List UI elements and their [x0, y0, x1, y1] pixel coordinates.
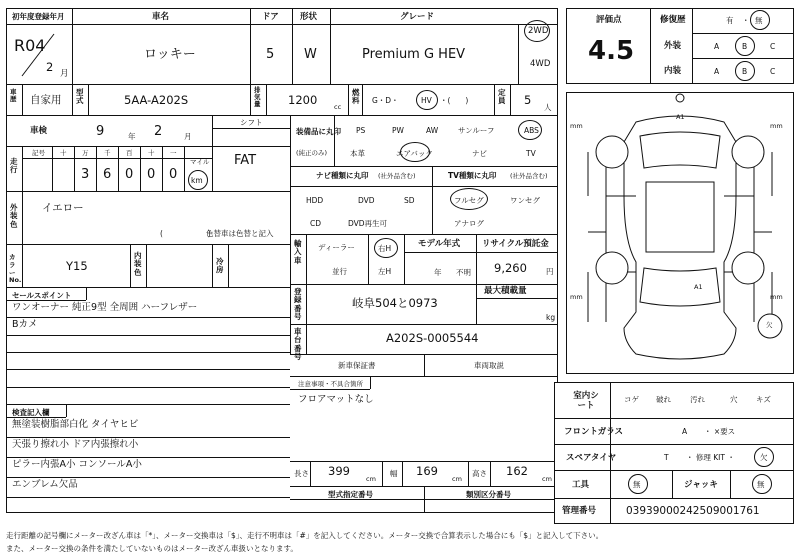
equipment-option: エアバック [396, 149, 433, 158]
shape: W [304, 47, 317, 62]
divider [6, 497, 290, 498]
mm-label: mm [770, 122, 783, 130]
equipment-option: サンルーフ [458, 126, 495, 135]
mm-label: mm [570, 293, 583, 301]
divider [52, 146, 53, 191]
width: 169 [416, 464, 438, 478]
divider [672, 470, 673, 498]
mm-label: mm [770, 293, 783, 301]
model: 5AA-A202S [124, 93, 189, 107]
glass-x: ・ ×要ス [704, 427, 736, 436]
mileage-digit: 0 [125, 167, 134, 182]
divider [22, 84, 23, 115]
jack-value: 無 [757, 480, 765, 489]
grade: Premium G HEV [362, 47, 466, 62]
spare-kit: ・ 修理 KIT ・ [686, 453, 735, 462]
mileage-digit: 6 [103, 167, 112, 182]
divider [494, 84, 495, 115]
tv-oneseg: ワンセグ [510, 196, 540, 205]
displacement: 1200 [288, 93, 318, 107]
equipment-label: 装備品に丸印 [296, 127, 341, 136]
shift: FAT [234, 153, 257, 168]
int-c: C [770, 67, 776, 76]
recycle-unit: 円 [546, 267, 554, 276]
mileage-unit-label: 万 [82, 149, 89, 157]
reg-label: 登録番号 [294, 287, 302, 321]
divider [146, 244, 147, 287]
divider [212, 244, 213, 287]
divider [650, 8, 651, 84]
inspection-month-unit: 月 [184, 132, 192, 141]
fuel-hv: HV [421, 96, 432, 105]
capacity-label: 定員 [498, 88, 506, 106]
door-label: ドア [262, 12, 279, 22]
divider [692, 58, 794, 59]
equipment-sub: (純正のみ) [296, 149, 328, 157]
repair-label: 修復歴 [660, 15, 686, 25]
equipment-option: AW [426, 126, 439, 135]
glass-a: A [682, 427, 688, 436]
fuel-options: G・D・ [372, 96, 399, 105]
use-label: 車歴 [10, 88, 17, 104]
divider [476, 298, 558, 299]
divider [6, 387, 290, 388]
use: 自家用 [30, 94, 62, 106]
divider [382, 461, 383, 486]
score-label: 評価点 [596, 15, 622, 25]
divider [490, 461, 491, 486]
navi-sub: (社外品含む) [378, 172, 416, 180]
divider [362, 84, 363, 115]
divider [554, 498, 794, 499]
drive-2wd: 2WD [528, 26, 549, 36]
divider [554, 418, 794, 419]
divider [74, 146, 75, 191]
navi-dvd: DVD [358, 196, 375, 205]
month-unit: 月 [60, 69, 69, 79]
manage-value: 03939000242509001761 [626, 505, 760, 517]
mileage-digit: 0 [147, 167, 156, 182]
divider [476, 284, 477, 324]
mile-unit: マイル [190, 158, 210, 166]
text-line: Bカメ [12, 319, 38, 331]
tv-sub: (社外品含む) [510, 172, 548, 180]
int-label: 内装 [664, 66, 682, 76]
divider [96, 146, 97, 191]
divider [22, 244, 23, 287]
divider [250, 8, 251, 84]
import-label: 輸入車 [294, 239, 302, 265]
load-unit: kg [546, 313, 556, 322]
shape-label: 形状 [300, 12, 318, 22]
divider [402, 461, 403, 486]
model-year-unit: 年 [434, 268, 442, 277]
tools-label: 工具 [572, 480, 590, 490]
divider [306, 284, 307, 354]
equipment-option: PW [392, 126, 404, 135]
tv-label: TV種類に丸印 [448, 171, 497, 180]
divider [6, 300, 86, 301]
divider [404, 252, 558, 253]
fuel-label: 燃料 [352, 88, 360, 106]
color-no: Y15 [66, 259, 88, 273]
divider [250, 84, 251, 115]
equipment-option: PS [356, 126, 366, 135]
recycle-label: リサイクル預託金 [482, 239, 549, 249]
mileage-unit-label: 十 [148, 149, 155, 157]
divider [72, 84, 73, 115]
divider [334, 115, 335, 166]
divider [310, 461, 311, 486]
divider [22, 146, 23, 191]
length-label: 長さ [294, 469, 309, 478]
a1-bottom-label: A1 [694, 283, 703, 291]
divider [6, 191, 290, 192]
shift-label: シフト [240, 118, 263, 127]
divider [266, 84, 267, 115]
ext-c: C [770, 42, 776, 51]
divider [6, 115, 558, 116]
repair-yes: 有 [726, 16, 734, 25]
inspection-year: 9 [96, 124, 105, 139]
divider [518, 24, 519, 84]
exterior-note-paren: ( ) [160, 229, 211, 238]
tv-analog: アナログ [454, 219, 484, 228]
ext-label: 外装 [664, 41, 682, 51]
reg-value: 岐阜504と0973 [352, 296, 438, 310]
divider [368, 234, 369, 284]
mileage-unit-label: 一 [170, 149, 177, 157]
spare-t: T [664, 453, 669, 462]
divider [554, 470, 794, 471]
seat-label: 室内シート [573, 391, 599, 412]
footer-line1: 走行距離の記号欄にメーター改ざん車は「*」、メーター交換車は「$」、走行不明車は「#」を記入してください。メーター交換で合算表示した場合にも「$」と記入して下さい。 [6, 531, 604, 540]
interior-color-label: 内装色 [134, 251, 142, 277]
divider [290, 186, 558, 187]
inspect-label: 検査記入欄 [12, 408, 50, 417]
mileage-unit-label: 千 [104, 149, 111, 157]
divider [72, 8, 73, 84]
divider [692, 8, 693, 84]
divider [86, 287, 87, 300]
glass-label: フロントガラス [564, 427, 623, 437]
repair-none: 無 [755, 16, 763, 25]
divider [348, 84, 349, 115]
class-no-label: 類別区分番号 [466, 490, 511, 499]
import-left: 左H [378, 267, 392, 276]
mileage-label: 走行 [10, 157, 18, 175]
divider [6, 146, 290, 147]
first-reg-month: 2 [46, 60, 54, 74]
capacity-unit: 人 [544, 103, 552, 112]
equipment-option: ナビ [472, 149, 487, 158]
text-line: 天張り擦れ小 ドア内張擦れ小 [12, 439, 139, 450]
divider [88, 84, 89, 115]
divider [6, 369, 290, 370]
length-unit: cm [366, 475, 376, 483]
navi-sd: SD [404, 196, 415, 205]
seat-tear: 破れ [656, 395, 671, 404]
seat-hole: 穴 [730, 395, 738, 404]
equipment-option: TV [526, 149, 536, 158]
divider [330, 8, 331, 84]
ext-a: A [714, 42, 720, 51]
navi-cd: CD [310, 219, 322, 228]
divider [510, 84, 511, 115]
mileage-digit: 0 [169, 167, 178, 182]
equipment-option: ABS [524, 126, 539, 135]
exterior-label: 外装色 [10, 203, 18, 229]
import-right: 右H [378, 244, 392, 253]
divider [6, 404, 290, 405]
color-no-label: カラーNo. [9, 253, 22, 285]
equipment-option: 本革 [350, 149, 365, 158]
divider [6, 417, 66, 418]
footer-line2: また、メーター交換の条件を満たしていないものはメーター改ざん車扱いとなります。 [6, 544, 298, 553]
model-year-unknown: 不明 [456, 268, 471, 277]
text-line: 無塗装樹脂部白化 タイヤヒビ [12, 419, 139, 430]
text-line: ワンオーナー 純正9型 全周囲 ハーフレザー [12, 302, 198, 313]
divider [6, 317, 290, 318]
navi-hdd: HDD [306, 196, 324, 205]
car-name-label: 車名 [152, 12, 170, 22]
tools-value: 無 [633, 480, 641, 489]
manage-label: 管理番号 [562, 506, 597, 516]
divider [6, 335, 290, 336]
type-no-label: 型式指定番号 [328, 490, 373, 499]
capacity: 5 [524, 93, 532, 107]
grade-label: グレード [400, 12, 435, 22]
height: 162 [506, 464, 528, 478]
divider [730, 470, 731, 498]
divider [6, 477, 290, 478]
displacement-label: 排気量 [254, 86, 261, 109]
spare-label: スペアタイヤ [566, 453, 617, 463]
divider [184, 146, 185, 191]
jack-label: ジャッキ [684, 480, 718, 490]
load-label: 最大積載量 [484, 286, 527, 296]
exterior-note: 色替車は色替と記入 [206, 229, 274, 238]
divider [290, 389, 370, 390]
divider [118, 146, 119, 191]
chassis-label: 車台番号 [294, 327, 302, 361]
inspection-label: 車検 [30, 126, 48, 136]
year-label: 初年度登録年月 [12, 12, 65, 21]
divider [66, 404, 67, 417]
divider [22, 191, 23, 244]
mm-label: mm [570, 122, 583, 130]
mark-label: 記号 [32, 149, 45, 157]
int-b: B [742, 67, 748, 76]
vehicle-manual: 車両取説 [474, 361, 504, 370]
fuel-other: ・( ) [440, 96, 469, 105]
doors: 5 [266, 47, 275, 62]
int-a: A [714, 67, 720, 76]
divider [6, 244, 290, 245]
score-value: 4.5 [588, 36, 635, 66]
divider [424, 354, 425, 376]
length: 399 [328, 464, 350, 478]
sales-point-label: セールスポイント [12, 291, 72, 300]
divider [290, 324, 558, 325]
first-reg-year: R04 [14, 36, 46, 55]
divider [370, 376, 371, 389]
recycle-value: 9,260 [494, 261, 527, 275]
ext-b: B [742, 42, 748, 51]
divider [692, 33, 794, 34]
a1-top-label: A1 [676, 113, 685, 121]
divider [290, 499, 558, 500]
height-unit: cm [542, 475, 552, 483]
new-car-warranty: 新車保証書 [338, 361, 376, 370]
divider [404, 234, 405, 284]
divider [292, 8, 293, 84]
divider [290, 376, 558, 377]
mileage-unit-label: 百 [126, 149, 133, 157]
navi-dvd-play: DVD再生可 [348, 219, 388, 228]
divider [290, 461, 558, 462]
ac-label: 冷房 [216, 257, 224, 275]
tv-fullseg: フルセグ [454, 196, 484, 205]
car-body-diagram [566, 92, 794, 374]
divider [306, 234, 307, 284]
divider [212, 128, 290, 129]
divider [290, 166, 558, 167]
spare-none: 欠 [760, 453, 768, 462]
exterior-color: イエロー [42, 202, 84, 214]
cc-unit: cc [334, 103, 342, 111]
divider [130, 244, 131, 287]
divider [6, 352, 290, 353]
import-parallel: 並行 [332, 267, 347, 276]
inspection-month: 2 [154, 124, 163, 139]
notes-text: フロアマットなし [298, 394, 374, 405]
seat-burn: コゲ [624, 395, 639, 404]
divider [290, 284, 558, 285]
divider [6, 437, 290, 438]
divider [6, 457, 290, 458]
height-label: 高さ [472, 469, 487, 478]
drive-4wd: 4WD [530, 59, 551, 69]
model-label: 型式 [76, 88, 84, 106]
divider [162, 146, 163, 191]
chassis-value: A202S-0005544 [386, 331, 479, 345]
navi-label: ナビ種類に丸印 [316, 171, 369, 180]
import-dealer: ディーラー [318, 243, 355, 252]
divider [228, 244, 229, 287]
notes-label: 注意事項・不具合箇所 [298, 380, 363, 388]
text-line: ピラー内張A小 コンソールA小 [12, 459, 142, 470]
text-line: エンブレム欠品 [12, 479, 78, 490]
inspection-year-unit: 年 [128, 132, 136, 141]
seat-scratch: キズ [756, 395, 771, 404]
model-year-label: モデル年式 [418, 239, 461, 249]
divider [6, 287, 290, 288]
mileage-digit: 3 [81, 167, 90, 182]
divider [554, 444, 794, 445]
divider [476, 234, 477, 284]
divider [432, 166, 433, 234]
car-name: ロッキー [144, 47, 196, 62]
divider [140, 146, 141, 191]
divider [468, 461, 469, 486]
divider [212, 115, 213, 191]
repair-dot: ・ [742, 16, 750, 25]
mileage-unit-label: 十 [60, 149, 67, 157]
km-unit: km [191, 176, 203, 185]
seat-dirt: 汚れ [690, 395, 705, 404]
width-label: 幅 [390, 469, 398, 478]
width-unit: cm [452, 475, 462, 483]
divider [6, 24, 558, 25]
missing-mark: 欠 [766, 321, 773, 329]
divider [290, 234, 558, 235]
